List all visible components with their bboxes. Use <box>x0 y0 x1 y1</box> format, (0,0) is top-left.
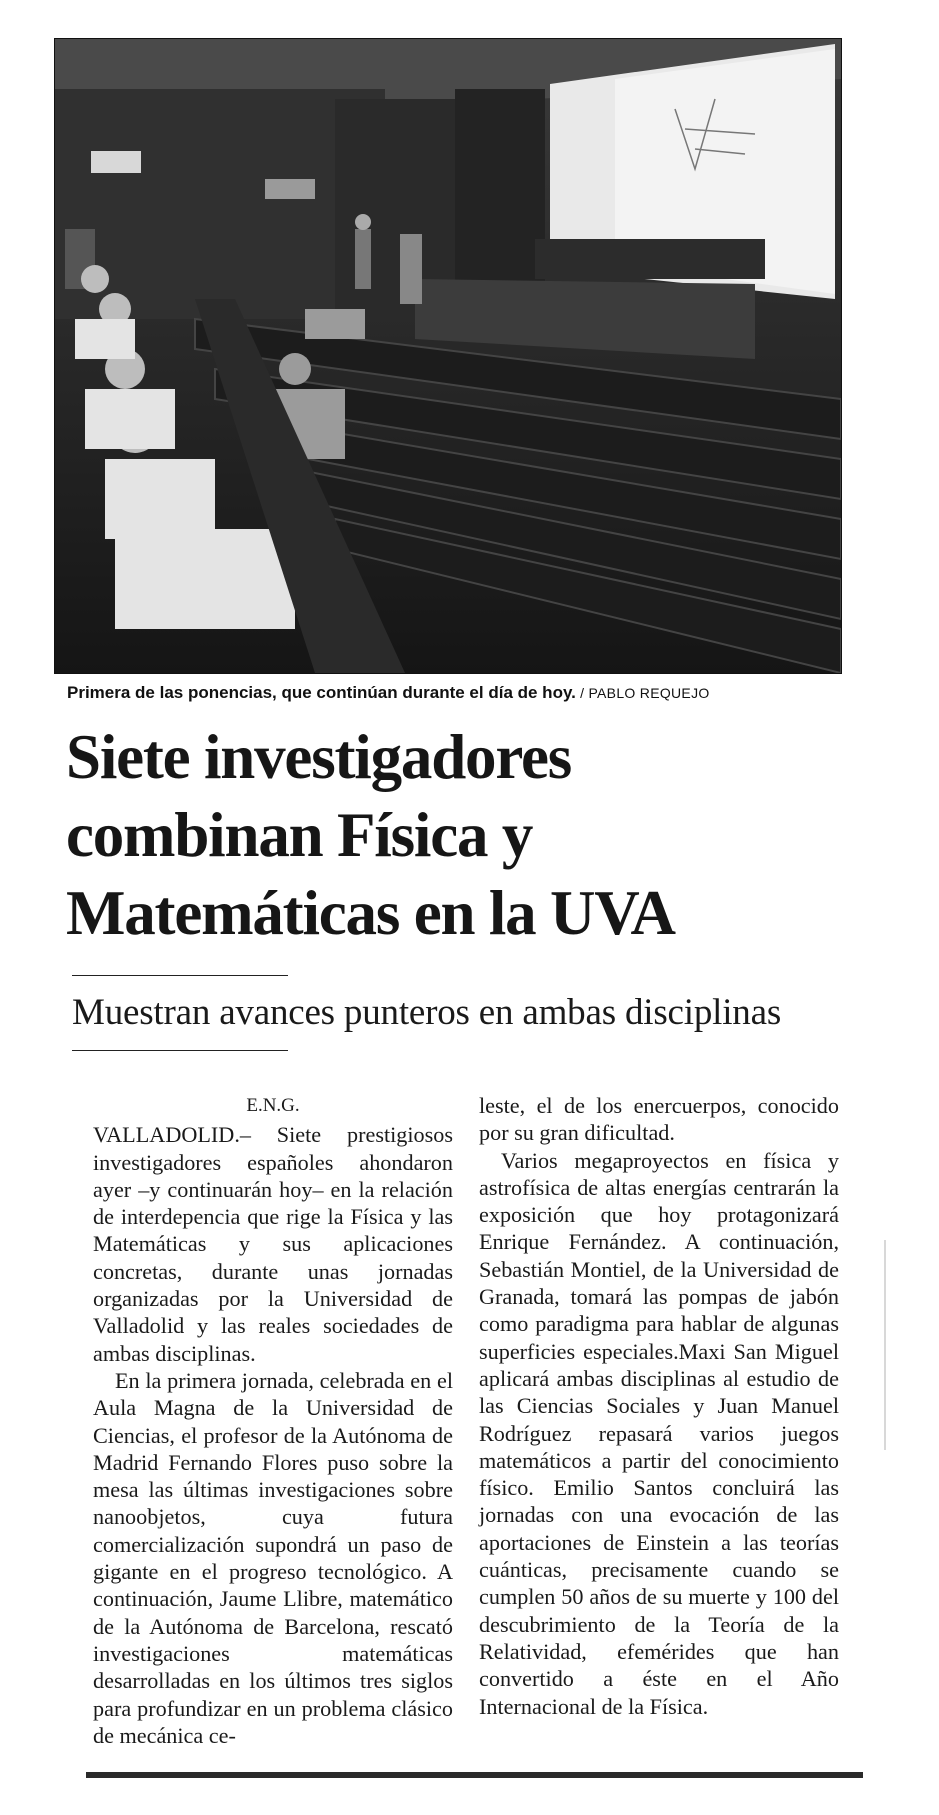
headline-line-3: Matemáticas en la UVA <box>66 878 675 948</box>
subheadline: Muestran avances punteros en ambas disciplinas <box>72 992 782 1033</box>
photo-credit: / PABLO REQUEJO <box>575 685 710 701</box>
auditorium-photo <box>54 38 842 674</box>
caption-text: Primera de las ponencias, que continúan durante el día de hoy. <box>67 683 576 702</box>
byline: E.N.G. <box>246 1095 300 1116</box>
headline <box>66 718 886 952</box>
photo-caption <box>67 683 857 703</box>
subhead-rule-bottom <box>72 1050 288 1051</box>
headline-line-2: combinan Física y <box>66 800 533 870</box>
article-paragraph: leste, el de los enercuerpos, conocido por su gran dificultad. <box>479 1093 839 1146</box>
article-column-1 <box>93 1092 453 1749</box>
bottom-rule <box>86 1772 863 1778</box>
article-column-2 <box>479 1092 839 1720</box>
headline-line-1: Siete investigadores <box>66 722 572 792</box>
scan-mark <box>884 1240 886 1450</box>
article-paragraph: Varios megaproyectos en física y astrofísica de altas energías centrarán la exposición que hoy protagonizará Enrique Fernández. A continuación, Sebastián Montiel, de la Universidad de Granada, tomará las pompas de jabón como paradigma para hablar de algunas superficies especiales.Maxi San Miguel aplicará ambas disciplinas al estudio de las Ciencias Sociales y Juan Manuel Rodríguez repasará varios juegos matemáticos a partir del conocimiento físico. Emilio Santos concluirá las jornadas con una evocación de las aportaciones de Einstein a las teorías cuánticas, precisamente cuando se cumplen 50 años de su muerte y 100 del descubrimiento de la Teoría de la Relatividad, efemérides que han convertido a éste en el Año Internacional de la Física. <box>479 1147 839 1719</box>
subhead-rule-top <box>72 975 288 976</box>
article-paragraph: VALLADOLID.– Siete prestigiosos investigadores españoles ahondaron ayer –y continuarán hoy– en la relación de interdepencia que rige la Física y las Matemáticas y sus aplicaciones concretas, durante unas jornadas organizadas por la Universidad de Valladolid y las reales sociedades de ambas disciplinas. <box>93 1122 453 1366</box>
article-paragraph: En la primera jornada, celebrada en el Aula Magna de la Universidad de Ciencias, el profesor de la Autónoma de Madrid Fernando Flores puso sobre la mesa las últimas investigaciones sobre nanoobjetos, cuya futura comercialización supondrá un paso de gigante en el progreso tecnológico. A continuación, Jaume Llibre, matemático de la Autónoma de Barcelona, rescató investigaciones matemáticas desarrolladas en los últimos tres siglos para profundizar en un problema clásico de mecánica ce- <box>93 1367 453 1748</box>
